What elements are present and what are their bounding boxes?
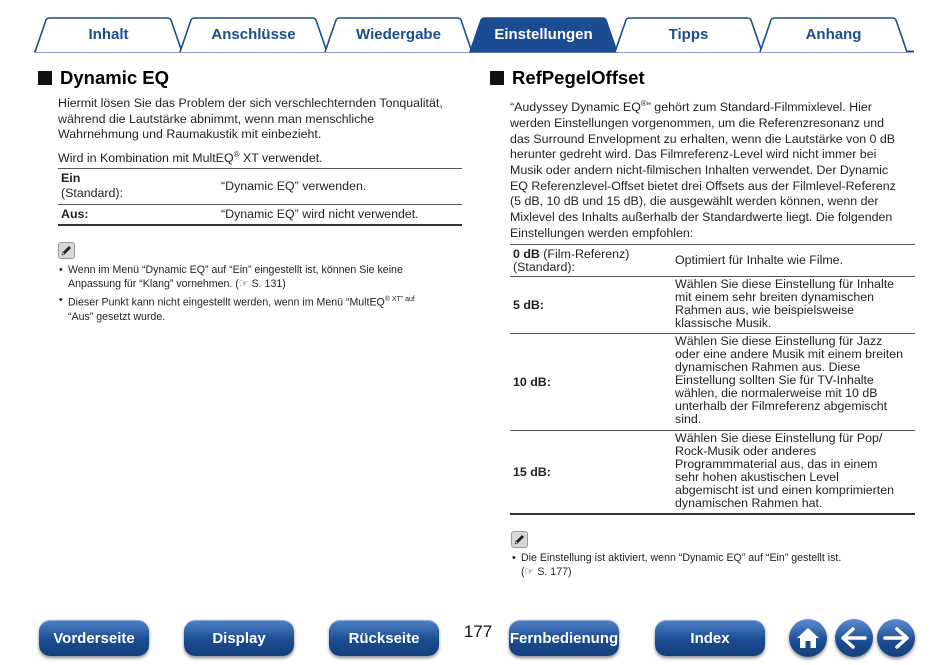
page-number: 177 xyxy=(463,622,493,641)
table-row: 15 dB: Wählen Sie diese Einstellung für Pop/ Rock-Musik oder anderes Programmmaterial aus, das in einem sehr hohen akustischen Level abgemischt ist und einen komprimierten dynamischen Rahmen hat. xyxy=(510,431,915,515)
home-icon xyxy=(795,626,821,650)
section-heading-dynamic-eq: Dynamic EQ xyxy=(38,67,169,89)
page-ref-link[interactable]: S. 177) xyxy=(537,566,572,578)
dynamic-eq-notes xyxy=(59,263,469,324)
forward-button[interactable] xyxy=(877,619,915,657)
list-item: • Die Einstellung ist aktiviert, wenn “Dynamic EQ” auf “Ein” gestellt ist. (☞ S. 177) xyxy=(512,552,842,578)
tab-tipps[interactable]: Tipps xyxy=(614,17,763,52)
display-button[interactable]: Display xyxy=(184,620,294,656)
page-ref-link[interactable]: S. 131) xyxy=(251,278,286,290)
pencil-icon xyxy=(58,242,75,259)
heading-square-icon xyxy=(38,71,52,85)
fernbedienung-button[interactable]: Fernbedienung xyxy=(509,620,619,656)
list-item: • Wenn im Menü “Dynamic EQ” auf “Ein” eingestellt ist, können Sie keine Anpassung für “Klang” vornehmen. (☞ S. 131) xyxy=(59,264,403,290)
dynamic-eq-description: Hiermit lösen Sie das Problem der sich verschlechternden Tonqualität, während die Lautstärke abnimmt, wenn man menschliche Wahrnehmung und Raumakustik mit einbezieht. Wird in Kombination mit MultEQ® XT verwendet. xyxy=(58,96,468,167)
dynamic-eq-table xyxy=(58,168,462,226)
table-row: 5 dB: Wählen Sie diese Einstellung für Inhalte mit einem sehr breiten dynamischen Rahmen aus, wie beispielsweise klassische Musik. xyxy=(510,277,915,334)
pointing-hand-icon: ☞ xyxy=(238,278,249,290)
refpegeloffset-notes xyxy=(512,551,917,579)
tab-bar xyxy=(34,17,914,53)
refpegeloffset-description: “Audyssey Dynamic EQ®” gehört zum Standard-Filmmixlevel. Hier werden Einstellungen vorgenommen, um die Referenzresonanz und das Surround Envelopment zu erhalten, wenn die Lautstärke von 0 dB herunter gedreht wird. Das Filmreferenz-Level wird nicht immer bei Musik oder andern nicht-filmischen Inhalten verwendet. Der Dynamic EQ Referenzlevel-Offset bietet drei Offsets aus der Filmlevel-Referenz (5 dB, 10 dB und 15 dB), die ausgewählt werden können, wenn der Mixlevel des Inhalts außerhalb der Standardwerte liegt. Die folgenden Einstellungen werden empfohlen: xyxy=(510,99,896,240)
tab-inhalt[interactable]: Inhalt xyxy=(34,17,183,52)
home-button[interactable] xyxy=(789,619,827,657)
back-button[interactable] xyxy=(835,619,873,657)
arrow-right-icon xyxy=(883,627,909,649)
tab-wiedergabe[interactable]: Wiedergabe xyxy=(324,17,473,52)
pencil-icon xyxy=(511,531,528,548)
multeq-line: Wird in Kombination mit MultEQ® XT verwendet. xyxy=(58,149,323,165)
pointing-hand-icon: ☞ xyxy=(524,566,535,578)
vorderseite-button[interactable]: Vorderseite xyxy=(39,620,149,656)
tab-einstellungen[interactable]: Einstellungen xyxy=(469,17,618,52)
refpegeloffset-table xyxy=(510,244,915,515)
table-row: 10 dB: Wählen Sie diese Einstellung für Jazz oder eine andere Musik mit einem breiten dynamischen Rahmen aus. Diese Einstellung sollten Sie für TV-Inhalte wählen, die normalerweise mit 10 dB unterhalb der Filmreferenz abgemischt sind. xyxy=(510,334,915,431)
table-row: Aus: “Dynamic EQ” wird nicht verwendet. xyxy=(58,205,462,226)
table-row: 0 dB (Film-Referenz) (Standard): Optimiert für Inhalte wie Filme. xyxy=(510,245,915,277)
tab-anhang[interactable]: Anhang xyxy=(759,17,908,52)
table-row: Ein (Standard): “Dynamic EQ” verwenden. xyxy=(58,169,462,205)
section-heading-refpegeloffset: RefPegelOffset xyxy=(490,67,645,89)
tab-anschluesse[interactable]: Anschlüsse xyxy=(179,17,328,52)
rueckseite-button[interactable]: Rückseite xyxy=(329,620,439,656)
index-button[interactable]: Index xyxy=(655,620,765,656)
list-item: • Dieser Punkt kann nicht eingestellt werden, wenn im Menü “MultEQ$^{® XT” auf}$ “Aus” gesetzt wurde. xyxy=(59,294,415,323)
heading-square-icon xyxy=(490,71,504,85)
arrow-left-icon xyxy=(841,627,867,649)
